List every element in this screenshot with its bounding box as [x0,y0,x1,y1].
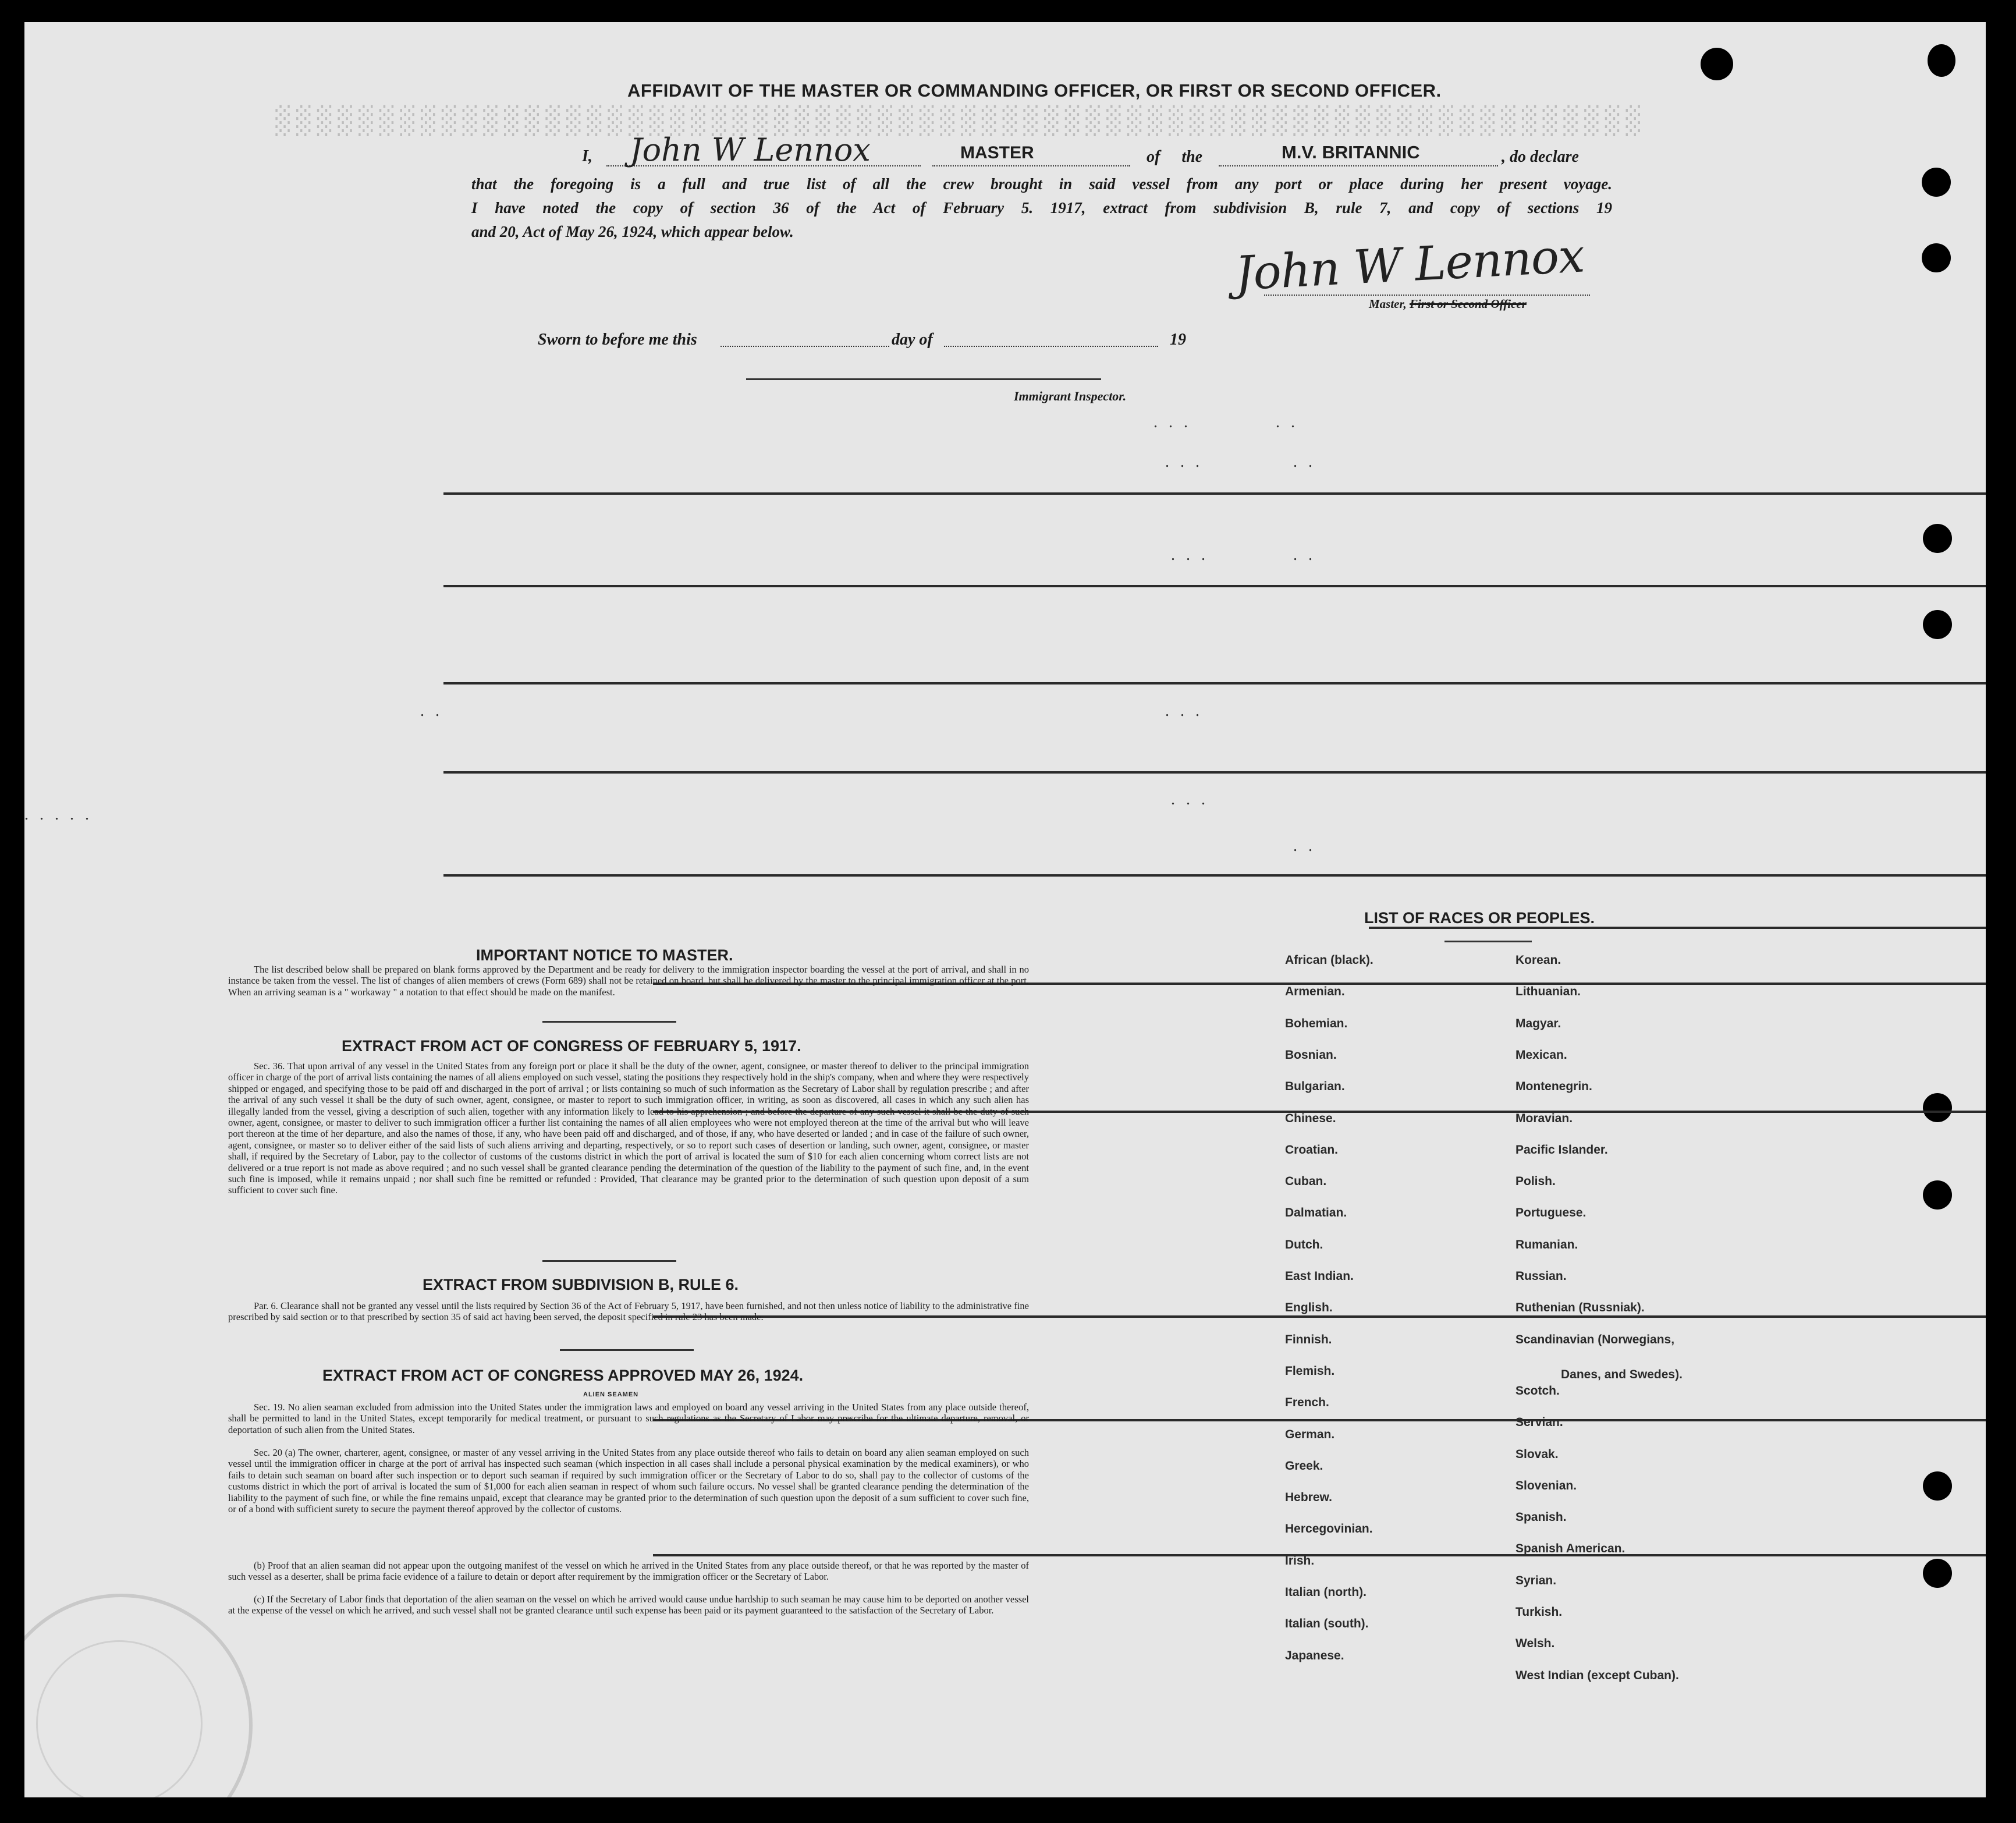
race-item: Scandinavian (Norwegians, [1515,1333,1675,1346]
race-item: Bosnian. [1285,1048,1337,1062]
bleed-dots: . . . [1171,790,1209,808]
inspector-label: Immigrant Inspector. [1014,389,1127,403]
race-item: Portuguese. [1515,1206,1586,1219]
sworn-day-line [720,346,889,347]
affidavit-pronoun: I, [582,147,592,165]
extract-1924-sec20c: (c) If the Secretary of Labor finds that deportation of the alien seaman on the vessel on which he arrived would cause undue hardship to such seaman he may cause him to be deported on another vessel at the expense of the vessel on which he arrived, and such vessel shall not be granted clearance until such expense has been paid or its payment guaranteed to the satisfaction of the Secretary of Labor. [228,1594,1029,1616]
race-item: Irish. [1285,1554,1315,1567]
table-rule [443,492,1986,495]
bleed-dots: . . [1276,413,1298,431]
section-separator [542,1021,676,1023]
affidavit-body-line-2: I have noted the copy of section 36 of the Act of February 5. 1917, extract from subdivision B, rule 7, and copy of sections 19 [471,199,1612,217]
race-item: Mexican. [1515,1048,1567,1062]
race-item: Dalmatian. [1285,1206,1347,1219]
race-scandinavian-cont: Danes, and Swedes). [1561,1368,1683,1381]
race-item: Welsh. [1515,1637,1555,1650]
race-item: Lithuanian. [1515,985,1581,998]
table-rule [443,771,1986,774]
race-item: Hebrew. [1285,1491,1332,1504]
race-item: Bohemian. [1285,1017,1348,1030]
sworn-label: Sworn to before me this [538,331,697,349]
race-item: Italian (south). [1285,1617,1369,1630]
affidavit-body-line-1: that the foregoing is a full and true list of all the crew brought in said vessel from any port or place during her present voyage. [471,175,1612,193]
race-item: Turkish. [1515,1605,1563,1619]
vessel-line [1219,165,1498,166]
races-title-underline [1444,941,1532,942]
extract-1924-sec19: Sec. 19. No alien seaman excluded from admission into the United States under the immigration laws and employed on board any vessel arriving in the United States from any place outside thereof, shall be permitted to land in the United States, except temporarily for medical treatment, or pursuant to such regulations as the Secretary of Labor may prescribe for the ultimate departure, removal, or deportation of such alien from the United States. [228,1402,1029,1435]
table-rule [443,585,1986,587]
race-item: Hercegovinian. [1285,1522,1373,1535]
vessel-name: M.V. BRITANNIC [1282,142,1420,162]
extract-rule6-text: Par. 6. Clearance shall not be granted any vessel until the lists required by Section 36 of the Act of February 5, 1917, have been furnished, and not then unless notice of liability to the administrative fine prescribed by said section or to that prescribed by section 35 of said act having been served, the deposit specified in rule 23 has been made. [228,1300,1029,1323]
signature-caption [1369,297,1527,311]
affidavit-form-sheet [24,22,1986,1797]
punch-hole [1701,48,1733,80]
signer-handwritten-name: John W Lennox [630,132,871,168]
punch-hole [1928,44,1955,77]
bleed-dots: . . . [1165,453,1203,471]
race-item: Syrian. [1515,1574,1557,1587]
race-item: Ruthenian (Russniak). [1515,1301,1645,1314]
punch-hole [1923,1471,1952,1501]
race-item: Italian (north). [1285,1586,1367,1599]
race-item: Japanese. [1285,1649,1344,1662]
rank-stamp: MASTER [960,143,1034,162]
extract-rule6-title: EXTRACT FROM SUBDIVISION B, RULE 6. [423,1276,739,1293]
bleed-dots: . . . [1153,413,1191,431]
race-item: Chinese. [1285,1112,1336,1125]
race-item: Scotch. [1515,1384,1560,1398]
race-item: Pacific Islander. [1515,1143,1608,1157]
bleed-dots: . . [1293,546,1316,564]
race-item: Armenian. [1285,985,1345,998]
race-item: Croatian. [1285,1143,1339,1157]
master-signature: John W Lennox [1233,228,1586,301]
punch-hole [1923,524,1952,553]
race-item: Polish. [1515,1175,1556,1188]
race-item: Greek. [1285,1459,1323,1473]
race-item: Russian. [1515,1269,1567,1283]
day-of-label: day of [892,331,933,349]
race-item: English. [1285,1301,1333,1314]
race-item: Rumanian. [1515,1238,1578,1251]
race-item: Bulgarian. [1285,1080,1345,1093]
caption-struck-officer: First or Second Officer [1410,297,1527,311]
section-separator [542,1260,676,1262]
signature-line [1264,295,1590,296]
table-rule [653,1554,1986,1556]
table-rule [443,874,1986,877]
inspector-signature-line [746,378,1101,380]
race-item: German. [1285,1428,1335,1441]
punch-hole [1923,1559,1952,1588]
extract-1924-title: EXTRACT FROM ACT OF CONGRESS APPROVED MAY 26, 1924. [322,1367,804,1384]
extract-1924-subtitle: ALIEN SEAMEN [583,1391,639,1398]
race-item: West Indian (except Cuban). [1515,1669,1679,1682]
race-item: Servian. [1515,1416,1563,1429]
sworn-month-line [944,346,1158,347]
race-item: French. [1285,1396,1329,1409]
extract-1924-sec20a: Sec. 20 (a) The owner, charterer, agent, consignee, or master of any vessel arriving in the United States from any place outside thereof who fails to detain on board any alien seaman employed on such vessel until the immigration officer in charge at the port of arrival has inspected such seaman (which inspection in all cases shall include a personal physical examination by the medical examiners), or who fails to detain such seaman on board after such inspection or to deport such seaman if required by such immigration officer or the Secretary of Labor to do so, shall pay to the collector of customs of the customs district in which the port of arrival is located the sum of $1,000 for each alien seaman in respect of whom such failure occurs. No vessel shall be granted clearance pending the determination of the liability to the payment of such fine, or while the fine remains unpaid, except that clearance may be granted prior to the determination of such question upon the deposit of a sum sufficient to cover such fine, or of a bond with sufficient surety to secure the payment thereof approved by the collector of customs. [228,1447,1029,1515]
race-item: Montenegrin. [1515,1080,1592,1093]
caption-master: Master, [1369,297,1407,311]
race-item: Slovenian. [1515,1479,1577,1492]
of-the-label: of the [1147,148,1203,166]
race-item: East Indian. [1285,1269,1354,1283]
embossed-seal-inner [36,1640,203,1797]
race-item: Spanish American. [1515,1542,1625,1555]
race-item: Cuban. [1285,1175,1327,1188]
race-item: Korean. [1515,953,1561,967]
punch-hole [1922,168,1951,197]
affidavit-body-line-3: and 20, Act of May 26, 1924, which appear below. [471,223,794,240]
bleed-dots: . . . . . [24,806,93,824]
bleed-dots: . . . [1165,702,1203,720]
bleed-dots: . . [1293,453,1316,471]
extract-1924-sec20b: (b) Proof that an alien seaman did not appear upon the outgoing manifest of the vessel on which he arrived in the United States from any place outside thereof, or that he was reported by the master of such vessel as a deserter, shall be prima facie evidence of a failure to detain or deport after requirement by the immigration officer or the Secretary of Labor. [228,1560,1029,1583]
punch-hole [1923,1093,1952,1122]
punch-hole [1923,610,1952,639]
section-separator [560,1349,694,1351]
affidavit-title: AFFIDAVIT OF THE MASTER OR COMMANDING OFFICER, OR FIRST OR SECOND OFFICER. [627,80,1442,101]
races-title: LIST OF RACES OR PEOPLES. [1364,909,1595,927]
race-item: Magyar. [1515,1017,1561,1030]
race-item: Flemish. [1285,1364,1335,1378]
bleed-dots: . . [1293,837,1316,855]
punch-hole [1922,243,1951,272]
race-item: Slovak. [1515,1448,1559,1461]
declare-label: , do declare [1502,148,1579,166]
extract-1917-text: Sec. 36. That upon arrival of any vessel in the United States from any foreign port or place it shall be the duty of the owner, agent, consignee, or master thereof to deliver to the principal immigration officer in charge of the port of arrival lists containing the names of all aliens employed on such vessel, stating the positions they respectively hold in the ship's company, when and where they were respectively shipped or engaged, and specifying those to be paid off and discharged in the port of arrival ; or lists containing so much of such information as the Secretary of Labor shall by regulation prescribe ; and after the arrival of any such vessel it shall be the duty of such owner, agent, consignee, or master to report to such immigration officer, in writing, as soon as discovered, all cases in which any such alien has illegally landed from the vessel, giving a description of such alien, together with any information likely to lead to his apprehension ; and before the departure of any such vessel it shall be the duty of such owner, agent, consignee, or master to deliver to such immigration officer a further list containing the names of all alien employees who were not employed thereon at the time of the arrival but who will leave port thereon at the time of her departure, and also the names of those, if any, who have been paid off and discharged, and of those, if any, who have deserted or landed ; and in case of the failure of such owner, agent, consignee, or master so to deliver either of the said lists of such aliens arriving and departing, respectively, or so to report such cases of desertion or landing, such owner, agent, consignee, or master shall, if required by the Secretary of Labor, pay to the collector of customs of the customs district in which the port of arrival is located the sum of $10 for each alien concerning whom correct lists are not delivered or a true report is not made as above required ; and no such vessel shall be granted clearance pending the determination of the question of the liability to the payment of such fine, and, in the event such fine is imposed, while it remains unpaid ; nor shall such fine be remitted or refunded : Provided, That clearance may be granted prior to the determination of such question upon deposit of a sum sufficient to cover such fine. [228,1061,1029,1196]
race-item: Dutch. [1285,1238,1323,1251]
punch-hole [1923,1180,1952,1210]
race-item: Moravian. [1515,1112,1573,1125]
notice-title: IMPORTANT NOTICE TO MASTER. [476,946,733,964]
year-prefix: 19 [1170,331,1186,349]
bleed-through-header: ░░░░░░░░░░░░░░░░░░░░░░░░░░░░░░░░░░░░░░░░░░░░░░░░░░░░░░░░░░░░░░░░░░ [269,105,1640,136]
bleed-dots: . . [420,702,443,720]
notice-text: The list described below shall be prepared on blank forms approved by the Department and be ready for delivery to the immigration inspector boarding the vessel at the port of arrival, and shall in no instance be taken from the vessel. The list of changes of alien members of crews (Form 689) shall not be retained on board, but shall be delivered by the master to the principal immigration officer at the port. When an arriving seaman is a " workaway " a notation to that effect should be made on the manifest. [228,964,1029,998]
extract-1917-title: EXTRACT FROM ACT OF CONGRESS OF FEBRUARY 5, 1917. [342,1037,801,1055]
race-item: Finnish. [1285,1333,1332,1346]
race-item: Spanish. [1515,1510,1567,1524]
rank-line [932,165,1130,166]
race-item: African (black). [1285,953,1373,967]
bleed-dots: . . . [1171,546,1209,564]
table-rule [443,682,1986,684]
